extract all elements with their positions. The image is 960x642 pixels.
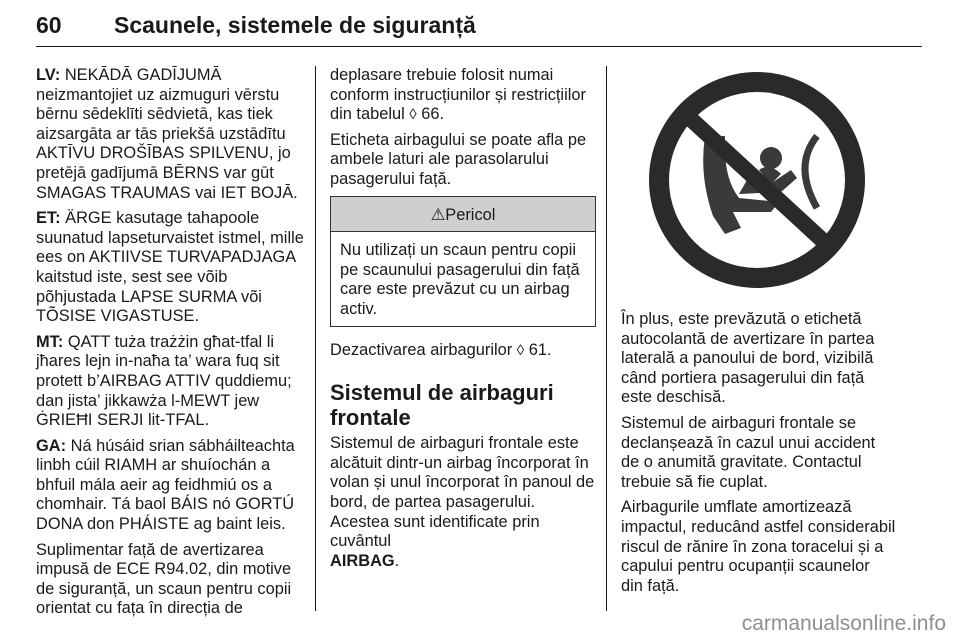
running-title: Scaunele, sistemele de siguranță — [114, 12, 476, 38]
page-reference[interactable]: 66. — [416, 105, 445, 124]
header-rule — [36, 46, 922, 47]
column-2 — [330, 66, 596, 577]
warning-triangle-icon: ⚠ — [430, 205, 446, 224]
warning-et-text: ÄRGE kasutage tahapoole suunatud lapseturvaistet istmel, mille ees on AKTIIVSE TURVAPADJAGA kaitstud iste, sest see võib põhjustada LAPSE SURMA või TÕSISE VIGASTUSE. — [36, 209, 304, 326]
warning-mt — [36, 333, 304, 431]
label-paragraph: Eticheta airbagului se poate afla pe ambele laturi ale parasolarului pasagerului față. — [330, 130, 587, 188]
warning-lv-text: NEKĀDĀ GADĪJUMĀ neizmantojiet uz aizmuguri vērstu bērnu sēdeklīti sēdvietā, kas tiek aizsargāta ar tās priekšā uzstādītu AKTĪVU DROŠĪBAS SPILVENU, jo pretējā gadījumā BĒRNS var gūt SMAGAS TRAUMAS vai IET BOJĀ. — [36, 66, 298, 202]
danger-box — [330, 196, 596, 327]
danger-box-title: Pericol — [445, 205, 496, 224]
warning-ga — [36, 437, 304, 535]
danger-box-text: Nu utilizați un scaun pentru copii pe scaunului pasagerului din față care este prevăzut cu un airbag activ. — [340, 241, 580, 318]
section-title: Sistemul de airbaguri frontale — [330, 380, 554, 431]
watermark: carmanualsonline.info — [741, 612, 946, 635]
cushion-paragraph: Airbagurile umflate amortizează impactul, reducând astfel considerabil riscul de rănire în zona toracelui și a capului pentru ocupanții scaunelor din față. — [621, 498, 896, 595]
section-text: Sistemul de airbaguri frontale este alcătuit dintr-un airbag încorporat în volan și unul încorporat în panoul de bord, de partea pasagerului. Acestea sunt identificate prin cuvântul — [330, 434, 595, 551]
warning-ga-text: Ná húsáid srian sábháilteachta linbh cúil RIAMH ar shuíochán a bhfuil mála aeir ag feidhmiú os a chomhair. Tá baol BÁIS nó GORTÚ DONA don PHÁISTE ag baint leis. — [36, 436, 295, 534]
lang-label-ga: GA: — [36, 436, 67, 455]
warning-mt-text: QATT tuża trażżin għat-tfal li jħares lejn in-naħa ta’ wara fuq sit protett b’AIRBAG ATTIV quddiemu; dan jista’ jikkawża l-MEWT jew ĠRIEĦI SERJI lit-TFAL. — [36, 332, 292, 430]
lang-label-et: ET: — [36, 209, 61, 228]
deactivation-text: Dezactivarea airbagurilor — [330, 340, 517, 359]
continuation-text: deplasare trebuie folosit numai conform instrucțiunilor și restricțiilor din tabelul — [330, 66, 586, 124]
deployment-paragraph: Sistemul de airbaguri frontale se declanșează în cazul unui accident de o anumită gravitate. Contactul trebuie să fie cuplat. — [621, 413, 876, 491]
continuation-paragraph — [330, 66, 596, 125]
column-1 — [36, 66, 304, 625]
no-child-seat-airbag-icon — [621, 66, 893, 294]
page-header — [36, 8, 916, 48]
airbag-word: AIRBAG — [330, 551, 395, 570]
section-paragraph — [330, 434, 596, 571]
warning-lv — [36, 66, 304, 203]
deactivation-reference — [330, 341, 596, 361]
column-3 — [621, 66, 896, 602]
lang-label-lv: LV: — [36, 66, 61, 84]
warning-et — [36, 209, 304, 327]
column-divider-2 — [606, 66, 607, 611]
danger-box-header — [331, 197, 595, 233]
cross-reference-icon: ◊ — [409, 106, 417, 124]
column-divider-1 — [315, 66, 316, 611]
lang-label-mt: MT: — [36, 332, 64, 351]
airbag-dot: . — [394, 551, 400, 570]
page-reference[interactable]: 61. — [524, 340, 552, 359]
supplement-paragraph: Suplimentar față de avertizarea impusă de ECE R94.02, din motive de siguranță, un scaun pentru copii orientat cu fața în direcția de — [36, 540, 292, 618]
sticker-paragraph: În plus, este prevăzută o etichetă autocolantă de avertizare în partea laterală a panoului de bord, vizibilă când portiera pasagerului din față este deschisă. — [621, 310, 875, 407]
page-number: 60 — [36, 12, 62, 38]
cross-reference-icon: ◊ — [516, 341, 525, 359]
